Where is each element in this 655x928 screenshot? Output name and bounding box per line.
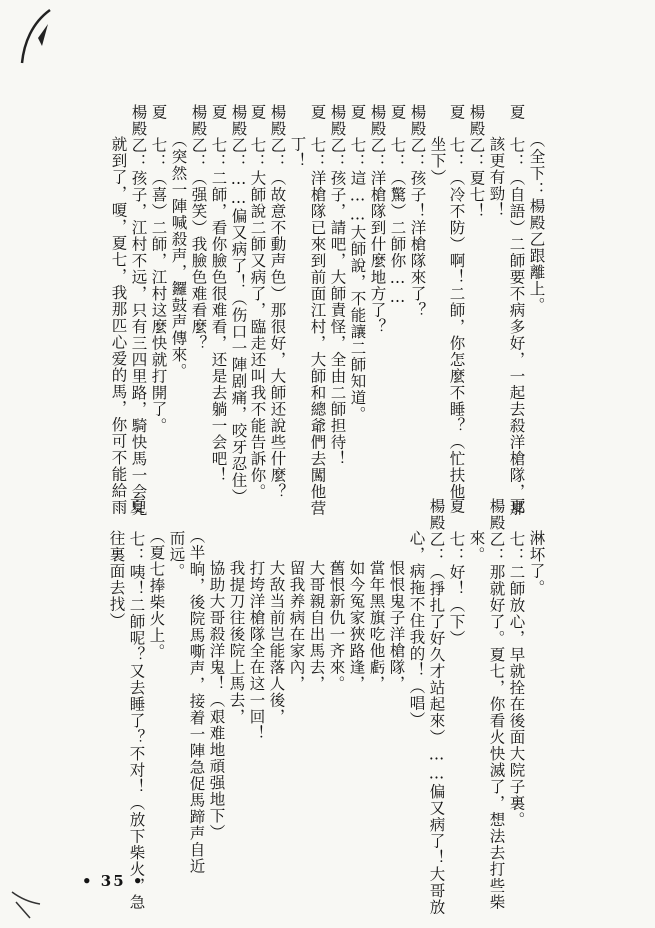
- text-column: 楊殿乙：（强笑）我臉色难看麼？: [189, 104, 208, 352]
- text-column: 大哥親自出馬去，: [307, 560, 326, 692]
- text-column: 夏 七：（冷不防）啊！二師，你怎麼不睡？（忙扶他: [447, 104, 466, 500]
- text-column: 楊殿乙：洋槍隊到什麼地方了？: [368, 104, 387, 335]
- text-column: 夏 七：大師說二師又病了，臨走还叫我不能告訴你。: [248, 104, 267, 500]
- corner-scan-mark-top-left: [20, 8, 70, 68]
- text-column: 往裏面去找）: [107, 530, 126, 629]
- text-column: 我提刀往後院上馬去，: [227, 560, 246, 725]
- text-column: 恨恨鬼子洋槍隊，: [387, 560, 406, 692]
- text-column: 當年黑旗吃他虧，: [367, 560, 386, 692]
- text-column: 夏 七：二師放心，早就拴在後面大院子裏。: [507, 498, 526, 828]
- text-column: （全下：楊殿乙跟離上。: [527, 132, 546, 314]
- text-column: 楊殿乙：（故意不動声色）那很好，大師还說些什麼？: [268, 104, 287, 500]
- text-column: 如今冤家狹路逢，: [347, 560, 366, 692]
- text-column: 夏 七：洋槍隊已來到前面江村，大師和總爺們去闖他营: [308, 104, 327, 517]
- text-column: 楊殿乙：那就好了。夏七，你看火快滅了，想法去打些柴: [487, 498, 506, 911]
- text-column: 楊殿乙：夏七！: [467, 104, 486, 220]
- text-column: 楊殿乙：（掙扎了好久才站起來）……偏又病了！大哥放: [427, 498, 446, 916]
- text-column: 就到了，嗄，夏七，我那匹心爱的馬，你可不能給雨: [109, 136, 128, 516]
- text-column: （突然一陣喊殺声，鑼鼓声傳來。: [169, 132, 188, 380]
- page-number: • 35 •: [82, 872, 145, 890]
- text-column: 大敌当前岂能落人後，: [267, 560, 286, 725]
- text-column: 而远。: [167, 530, 186, 580]
- text-column: 夏 七：（喜）二師，江村这麼快就打開了。: [149, 104, 168, 434]
- text-column: 夏 七：（驚）二師你……: [388, 104, 407, 307]
- text-column: 楊殿乙：孩子！洋槍隊來了？: [408, 104, 427, 319]
- text-column: 丁！: [288, 136, 307, 169]
- text-column: 心，病拖不住我的！（唱）: [407, 530, 426, 728]
- text-column: 楊殿乙：孩子，江村不远，只有三四里路，騎快馬一会兒: [129, 104, 148, 517]
- text-column: （半晌，後院馬嘶声，接着一陣急促馬蹄声自近: [187, 528, 206, 875]
- text-column: 留我养病在家內，: [287, 560, 306, 692]
- text-column: 夏 七：這……大師說，不能讓二師知道。: [348, 104, 367, 423]
- text-column: 來。: [467, 530, 486, 563]
- text-column: 夏 七：二師，看你臉色很难看，还是去躺一会吧！: [209, 104, 228, 484]
- corner-scan-mark-bottom-left: [10, 888, 60, 924]
- text-column: 協助大哥殺洋鬼！（艰难地頑强地下）: [207, 560, 226, 841]
- text-column: 淋坏了。: [527, 530, 546, 596]
- text-column: 該更有勁！: [487, 136, 506, 219]
- text-column: （夏七捧柴火上。: [147, 528, 166, 660]
- text-column: 坐下）: [428, 136, 447, 186]
- text-column: 夏 七：咦！二師呢？又去睡了？不对！（放下柴火，急: [127, 498, 146, 911]
- text-column: 夏 七：（自語）二師要不病多好，一起去殺洋槍隊，那: [507, 104, 526, 517]
- text-column: 舊恨新仇一齐來。: [327, 560, 346, 692]
- text-column: 楊殿乙：……偏又病了！（伤口一陣剧痛，咬牙忍住）: [229, 104, 248, 505]
- text-column: 楊殿乙：孩子，請吧，大師責怪，全由二師担待！: [328, 104, 347, 467]
- text-column: 打垮洋槍隊全在这一回！: [247, 560, 266, 742]
- text-column: 夏 七：好！（下）: [447, 498, 466, 647]
